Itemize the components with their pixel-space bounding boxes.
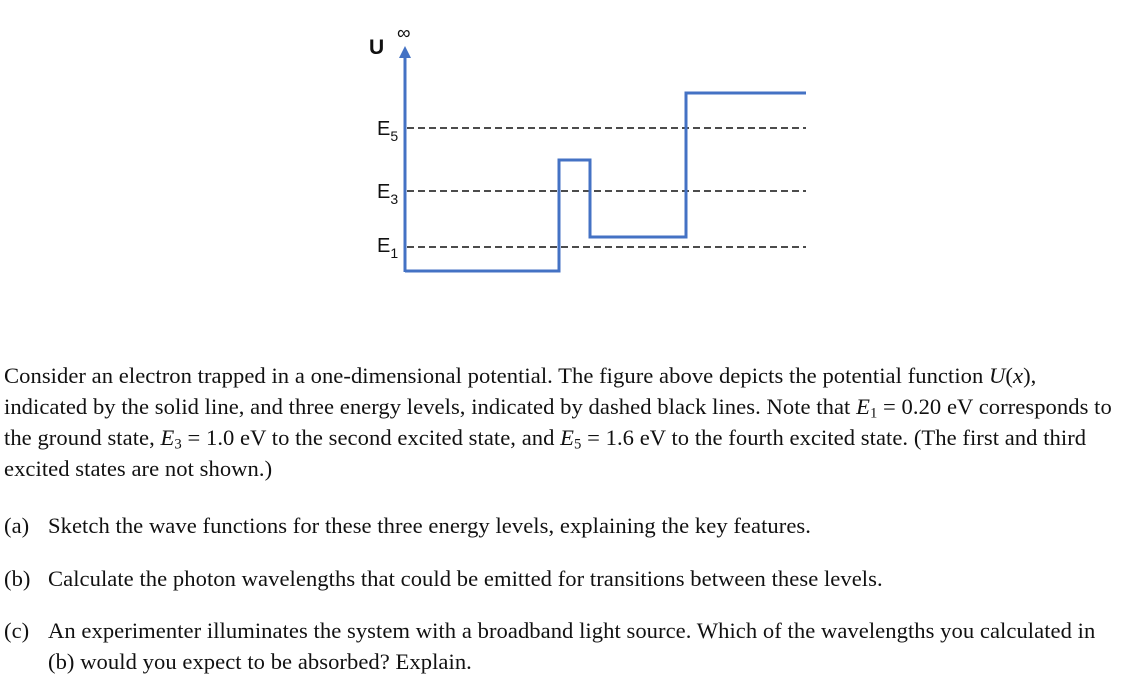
level-label-e3: $E_3$ [377,181,399,207]
question-part-c [4,615,1114,677]
e1-value: = 0.20 eV [877,394,974,419]
potential-function-line [405,93,806,271]
u-axis-label: U [369,36,385,59]
question-part-a [4,510,1114,541]
problem-intro: Consider an electron trapped in a one-dimensional potential. The figure above depicts the potential function U(x), indicated by the solid line, and three energy levels, indicated by dashed black lines. Note that $E_1 = 0.20$ eV corresponds to the ground state, $E_3 = 1.0$ eV to the second excited state, and $E_5 = 1.6$ eV to the fourth excited state. (The first and third excited states are not shown.) [4,363,1112,481]
part-b-label: (b) [4,566,31,591]
infinity-symbol: ∞ [397,23,411,44]
level-label-e1: $E_1$ [377,235,399,261]
e3-value: = 1.0 eV [181,425,267,450]
part-b-text: Calculate the photon wavelengths that could be emitted for transitions between these levels. [48,566,883,591]
part-a-label: (a) [4,513,30,538]
e5-value: = 1.6 eV [581,425,666,450]
func-U: U [989,363,1006,388]
level-label-e5: $E_5$ [377,118,399,144]
part-a-text: Sketch the wave functions for these three energy levels, explaining the key features. [48,513,811,538]
potential-figure [0,0,1140,300]
func-x: x [1013,363,1024,388]
question-part-b [4,563,1114,594]
part-c-label: (c) [4,618,30,643]
u-axis-arrowhead [399,46,411,58]
part-c-text: An experimenter illuminates the system with a broadband light source. Which of the wavelengths you calculated in (b) would you expect to be absorbed? Explain. [48,618,1096,674]
